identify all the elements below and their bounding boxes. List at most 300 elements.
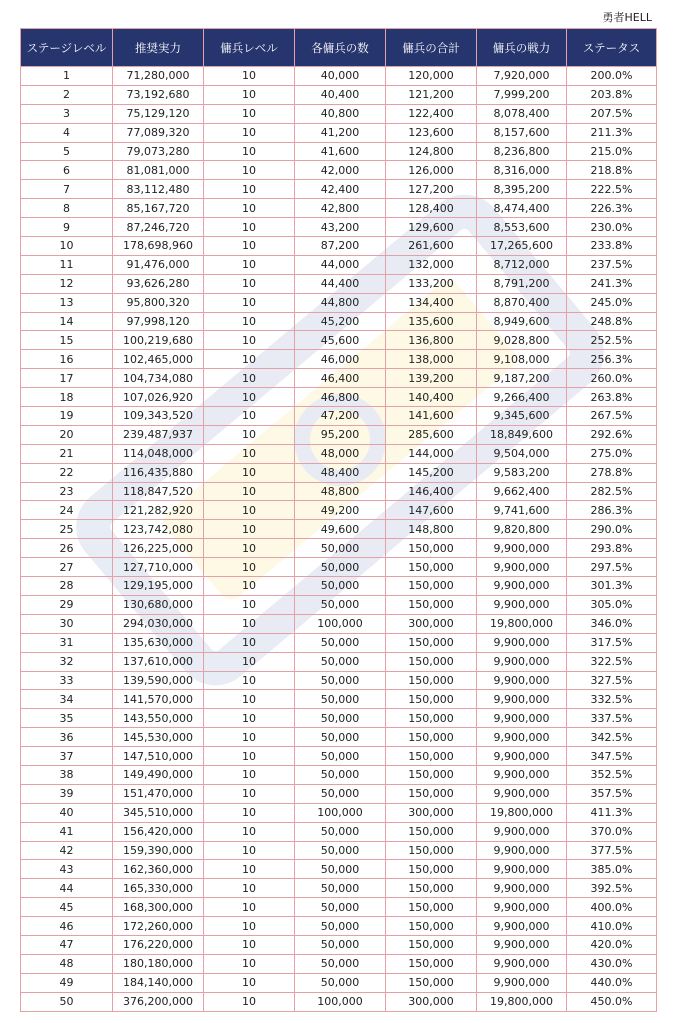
table-cell: 22 xyxy=(21,463,113,482)
table-cell: 10 xyxy=(204,482,295,501)
table-cell: 83,112,480 xyxy=(113,180,204,199)
table-cell: 10 xyxy=(204,369,295,388)
table-row xyxy=(21,350,657,369)
table-cell: 38 xyxy=(21,765,113,784)
table-row xyxy=(21,520,657,539)
table-cell: 47 xyxy=(21,935,113,954)
table-cell: 41,200 xyxy=(295,123,386,142)
table-cell: 237.5% xyxy=(567,255,657,274)
col-stage-level-header: ステージレベル xyxy=(21,29,113,67)
table-cell: 301.3% xyxy=(567,577,657,596)
table-cell: 141,600 xyxy=(386,407,477,426)
table-cell: 165,330,000 xyxy=(113,879,204,898)
table-cell: 10 xyxy=(204,577,295,596)
table-row xyxy=(21,879,657,898)
page-caption: 勇者HELL xyxy=(602,11,652,24)
table-cell: 50,000 xyxy=(295,765,386,784)
stage-level-table xyxy=(20,28,657,1012)
table-cell: 150,000 xyxy=(386,709,477,728)
table-cell: 11 xyxy=(21,255,113,274)
table-cell: 50,000 xyxy=(295,633,386,652)
table-cell: 7,999,200 xyxy=(477,85,567,104)
table-cell: 248.8% xyxy=(567,312,657,331)
col-status-header: ステータス xyxy=(567,29,657,67)
table-cell: 10 xyxy=(204,331,295,350)
table-cell: 8,791,200 xyxy=(477,274,567,293)
table-cell: 9,900,000 xyxy=(477,765,567,784)
table-cell: 147,600 xyxy=(386,501,477,520)
table-cell: 45,200 xyxy=(295,312,386,331)
table-cell: 252.5% xyxy=(567,331,657,350)
table-cell: 31 xyxy=(21,633,113,652)
table-cell: 30 xyxy=(21,614,113,633)
table-cell: 14 xyxy=(21,312,113,331)
table-cell: 10 xyxy=(204,841,295,860)
table-cell: 132,000 xyxy=(386,255,477,274)
table-cell: 50,000 xyxy=(295,898,386,917)
table-cell: 143,550,000 xyxy=(113,709,204,728)
table-cell: 50,000 xyxy=(295,822,386,841)
table-cell: 50,000 xyxy=(295,935,386,954)
table-cell: 10 xyxy=(204,671,295,690)
table-cell: 6 xyxy=(21,161,113,180)
table-cell: 376,200,000 xyxy=(113,992,204,1011)
table-cell: 75,129,120 xyxy=(113,104,204,123)
table-cell: 300,000 xyxy=(386,614,477,633)
table-row xyxy=(21,463,657,482)
table-cell: 322.5% xyxy=(567,652,657,671)
table-cell: 135,630,000 xyxy=(113,633,204,652)
table-cell: 15 xyxy=(21,331,113,350)
table-cell: 9,900,000 xyxy=(477,539,567,558)
table-cell: 44,800 xyxy=(295,293,386,312)
table-cell: 3 xyxy=(21,104,113,123)
table-cell: 10 xyxy=(204,728,295,747)
table-cell: 32 xyxy=(21,652,113,671)
table-row xyxy=(21,728,657,747)
table-cell: 128,400 xyxy=(386,199,477,218)
table-cell: 33 xyxy=(21,671,113,690)
table-cell: 10 xyxy=(204,860,295,879)
table-cell: 9,900,000 xyxy=(477,747,567,766)
table-cell: 8,236,800 xyxy=(477,142,567,161)
table-cell: 9,900,000 xyxy=(477,558,567,577)
table-cell: 42,000 xyxy=(295,161,386,180)
table-cell: 91,476,000 xyxy=(113,255,204,274)
table-cell: 121,282,920 xyxy=(113,501,204,520)
table-cell: 156,420,000 xyxy=(113,822,204,841)
table-cell: 218.8% xyxy=(567,161,657,180)
table-cell: 261,600 xyxy=(386,237,477,256)
table-cell: 10 xyxy=(204,85,295,104)
table-cell: 300,000 xyxy=(386,803,477,822)
table-cell: 9,345,600 xyxy=(477,407,567,426)
table-cell: 347.5% xyxy=(567,747,657,766)
table-cell: 35 xyxy=(21,709,113,728)
table-cell: 148,800 xyxy=(386,520,477,539)
table-cell: 23 xyxy=(21,482,113,501)
table-cell: 139,590,000 xyxy=(113,671,204,690)
table-cell: 100,000 xyxy=(295,992,386,1011)
table-cell: 400.0% xyxy=(567,898,657,917)
table-cell: 8,712,000 xyxy=(477,255,567,274)
table-cell: 4 xyxy=(21,123,113,142)
table-cell: 37 xyxy=(21,747,113,766)
table-cell: 440.0% xyxy=(567,973,657,992)
table-cell: 50,000 xyxy=(295,841,386,860)
table-row xyxy=(21,237,657,256)
table-cell: 263.8% xyxy=(567,388,657,407)
table-cell: 42 xyxy=(21,841,113,860)
table-cell: 50,000 xyxy=(295,973,386,992)
table-cell: 150,000 xyxy=(386,765,477,784)
table-cell: 411.3% xyxy=(567,803,657,822)
table-cell: 337.5% xyxy=(567,709,657,728)
table-cell: 285,600 xyxy=(386,425,477,444)
table-cell: 10 xyxy=(204,614,295,633)
table-cell: 48,800 xyxy=(295,482,386,501)
table-cell: 260.0% xyxy=(567,369,657,388)
table-cell: 10 xyxy=(204,218,295,237)
table-row xyxy=(21,444,657,463)
table-cell: 136,800 xyxy=(386,331,477,350)
table-cell: 9,900,000 xyxy=(477,633,567,652)
table-cell: 50,000 xyxy=(295,879,386,898)
table-cell: 118,847,520 xyxy=(113,482,204,501)
table-cell: 50,000 xyxy=(295,860,386,879)
table-row xyxy=(21,652,657,671)
table-cell: 12 xyxy=(21,274,113,293)
table-cell: 150,000 xyxy=(386,539,477,558)
table-cell: 50,000 xyxy=(295,671,386,690)
table-cell: 49,200 xyxy=(295,501,386,520)
table-cell: 200.0% xyxy=(567,67,657,86)
table-cell: 77,089,320 xyxy=(113,123,204,142)
table-row xyxy=(21,822,657,841)
table-cell: 392.5% xyxy=(567,879,657,898)
table-cell: 10 xyxy=(204,709,295,728)
table-cell: 149,490,000 xyxy=(113,765,204,784)
table-cell: 176,220,000 xyxy=(113,935,204,954)
table-cell: 10 xyxy=(204,690,295,709)
table-cell: 9,900,000 xyxy=(477,879,567,898)
table-cell: 10 xyxy=(204,992,295,1011)
table-header-row xyxy=(21,29,657,67)
table-cell: 10 xyxy=(204,180,295,199)
table-row xyxy=(21,992,657,1011)
table-row xyxy=(21,123,657,142)
table-cell: 10 xyxy=(204,67,295,86)
table-row xyxy=(21,935,657,954)
table-cell: 239,487,937 xyxy=(113,425,204,444)
table-row xyxy=(21,917,657,936)
table-cell: 48 xyxy=(21,954,113,973)
table-cell: 207.5% xyxy=(567,104,657,123)
table-cell: 10 xyxy=(204,898,295,917)
table-cell: 9,900,000 xyxy=(477,973,567,992)
table-cell: 126,000 xyxy=(386,161,477,180)
table-cell: 109,343,520 xyxy=(113,407,204,426)
table-cell: 43 xyxy=(21,860,113,879)
table-cell: 25 xyxy=(21,520,113,539)
table-cell: 41,600 xyxy=(295,142,386,161)
table-cell: 10 xyxy=(204,501,295,520)
col-mercenary-level-header: 傭兵レベル xyxy=(204,29,295,67)
table-cell: 8,870,400 xyxy=(477,293,567,312)
table-cell: 9 xyxy=(21,218,113,237)
table-cell: 345,510,000 xyxy=(113,803,204,822)
table-cell: 129,600 xyxy=(386,218,477,237)
table-cell: 87,200 xyxy=(295,237,386,256)
table-cell: 8,553,600 xyxy=(477,218,567,237)
table-cell: 9,900,000 xyxy=(477,954,567,973)
table-cell: 226.3% xyxy=(567,199,657,218)
table-row xyxy=(21,614,657,633)
table-cell: 145,200 xyxy=(386,463,477,482)
table-cell: 50,000 xyxy=(295,917,386,936)
table-cell: 34 xyxy=(21,690,113,709)
table-cell: 352.5% xyxy=(567,765,657,784)
table-cell: 144,000 xyxy=(386,444,477,463)
table-cell: 41 xyxy=(21,822,113,841)
table-row xyxy=(21,482,657,501)
table-cell: 18 xyxy=(21,388,113,407)
table-cell: 36 xyxy=(21,728,113,747)
table-cell: 1 xyxy=(21,67,113,86)
table-cell: 19,800,000 xyxy=(477,614,567,633)
table-cell: 10 xyxy=(204,312,295,331)
table-row xyxy=(21,425,657,444)
table-cell: 9,187,200 xyxy=(477,369,567,388)
table-cell: 9,900,000 xyxy=(477,917,567,936)
table-cell: 159,390,000 xyxy=(113,841,204,860)
table-cell: 10 xyxy=(204,255,295,274)
table-cell: 211.3% xyxy=(567,123,657,142)
table-cell: 10 xyxy=(204,747,295,766)
table-cell: 256.3% xyxy=(567,350,657,369)
table-cell: 50,000 xyxy=(295,690,386,709)
table-cell: 9,028,800 xyxy=(477,331,567,350)
table-cell: 50,000 xyxy=(295,652,386,671)
table-cell: 140,400 xyxy=(386,388,477,407)
table-cell: 410.0% xyxy=(567,917,657,936)
table-cell: 46,400 xyxy=(295,369,386,388)
table-cell: 5 xyxy=(21,142,113,161)
table-cell: 150,000 xyxy=(386,935,477,954)
table-cell: 50,000 xyxy=(295,728,386,747)
table-cell: 9,900,000 xyxy=(477,595,567,614)
table-cell: 241.3% xyxy=(567,274,657,293)
table-cell: 346.0% xyxy=(567,614,657,633)
table-cell: 8,949,600 xyxy=(477,312,567,331)
table-cell: 450.0% xyxy=(567,992,657,1011)
table-cell: 2 xyxy=(21,85,113,104)
table-cell: 29 xyxy=(21,595,113,614)
table-row xyxy=(21,973,657,992)
table-cell: 9,900,000 xyxy=(477,671,567,690)
table-cell: 40 xyxy=(21,803,113,822)
table-cell: 150,000 xyxy=(386,577,477,596)
table-cell: 10 xyxy=(204,954,295,973)
table-cell: 9,900,000 xyxy=(477,784,567,803)
table-cell: 150,000 xyxy=(386,898,477,917)
table-cell: 124,800 xyxy=(386,142,477,161)
table-row xyxy=(21,558,657,577)
table-cell: 45,600 xyxy=(295,331,386,350)
table-cell: 233.8% xyxy=(567,237,657,256)
col-recommended-power-header: 推奨実力 xyxy=(113,29,204,67)
table-cell: 100,000 xyxy=(295,614,386,633)
table-cell: 21 xyxy=(21,444,113,463)
table-cell: 24 xyxy=(21,501,113,520)
table-cell: 267.5% xyxy=(567,407,657,426)
table-cell: 9,266,400 xyxy=(477,388,567,407)
table-cell: 150,000 xyxy=(386,822,477,841)
table-row xyxy=(21,218,657,237)
table-cell: 297.5% xyxy=(567,558,657,577)
table-cell: 129,195,000 xyxy=(113,577,204,596)
table-cell: 430.0% xyxy=(567,954,657,973)
table-row xyxy=(21,841,657,860)
table-cell: 10 xyxy=(204,123,295,142)
table-cell: 150,000 xyxy=(386,841,477,860)
table-cell: 100,000 xyxy=(295,803,386,822)
table-row xyxy=(21,312,657,331)
table-cell: 139,200 xyxy=(386,369,477,388)
table-cell: 145,530,000 xyxy=(113,728,204,747)
table-cell: 10 xyxy=(204,444,295,463)
table-row xyxy=(21,388,657,407)
table-cell: 294,030,000 xyxy=(113,614,204,633)
table-cell: 134,400 xyxy=(386,293,477,312)
table-cell: 122,400 xyxy=(386,104,477,123)
table-cell: 10 xyxy=(204,917,295,936)
table-cell: 150,000 xyxy=(386,671,477,690)
table-cell: 42,800 xyxy=(295,199,386,218)
table-row xyxy=(21,407,657,426)
table-cell: 50 xyxy=(21,992,113,1011)
table-cell: 8,474,400 xyxy=(477,199,567,218)
table-cell: 215.0% xyxy=(567,142,657,161)
table-cell: 10 xyxy=(204,803,295,822)
table-cell: 10 xyxy=(204,161,295,180)
table-cell: 40,800 xyxy=(295,104,386,123)
table-cell: 49 xyxy=(21,973,113,992)
table-row xyxy=(21,539,657,558)
col-mercenary-total-header: 傭兵の合計 xyxy=(386,29,477,67)
table-cell: 150,000 xyxy=(386,595,477,614)
table-cell: 317.5% xyxy=(567,633,657,652)
table-cell: 10 xyxy=(204,935,295,954)
table-cell: 8,316,000 xyxy=(477,161,567,180)
table-cell: 150,000 xyxy=(386,633,477,652)
table-row xyxy=(21,85,657,104)
table-cell: 9,900,000 xyxy=(477,860,567,879)
table-cell: 100,219,680 xyxy=(113,331,204,350)
table-cell: 9,900,000 xyxy=(477,709,567,728)
table-cell: 10 xyxy=(204,274,295,293)
table-cell: 137,610,000 xyxy=(113,652,204,671)
table-cell: 146,400 xyxy=(386,482,477,501)
table-cell: 290.0% xyxy=(567,520,657,539)
table-cell: 50,000 xyxy=(295,577,386,596)
table-cell: 40,000 xyxy=(295,67,386,86)
table-cell: 162,360,000 xyxy=(113,860,204,879)
table-cell: 44,000 xyxy=(295,255,386,274)
table-row xyxy=(21,274,657,293)
table-cell: 420.0% xyxy=(567,935,657,954)
table-cell: 116,435,880 xyxy=(113,463,204,482)
table-cell: 9,583,200 xyxy=(477,463,567,482)
table-cell: 121,200 xyxy=(386,85,477,104)
table-body xyxy=(21,67,657,1012)
table-row xyxy=(21,67,657,86)
table-row xyxy=(21,898,657,917)
table-cell: 133,200 xyxy=(386,274,477,293)
table-cell: 332.5% xyxy=(567,690,657,709)
table-cell: 9,504,000 xyxy=(477,444,567,463)
table-cell: 10 xyxy=(21,237,113,256)
table-cell: 10 xyxy=(204,407,295,426)
table-cell: 9,900,000 xyxy=(477,841,567,860)
table-cell: 286.3% xyxy=(567,501,657,520)
table-cell: 9,900,000 xyxy=(477,898,567,917)
table-cell: 10 xyxy=(204,595,295,614)
table-cell: 47,200 xyxy=(295,407,386,426)
table-cell: 10 xyxy=(204,539,295,558)
table-row xyxy=(21,199,657,218)
table-cell: 180,180,000 xyxy=(113,954,204,973)
col-mercenary-power-header: 傭兵の戦力 xyxy=(477,29,567,67)
table-cell: 150,000 xyxy=(386,728,477,747)
table-cell: 46,800 xyxy=(295,388,386,407)
table-cell: 107,026,920 xyxy=(113,388,204,407)
table-cell: 275.0% xyxy=(567,444,657,463)
table-row xyxy=(21,709,657,728)
table-cell: 126,225,000 xyxy=(113,539,204,558)
table-cell: 141,570,000 xyxy=(113,690,204,709)
table-cell: 150,000 xyxy=(386,784,477,803)
table-cell: 138,000 xyxy=(386,350,477,369)
table-cell: 10 xyxy=(204,879,295,898)
table-cell: 50,000 xyxy=(295,558,386,577)
table-cell: 49,600 xyxy=(295,520,386,539)
table-cell: 130,680,000 xyxy=(113,595,204,614)
table-cell: 10 xyxy=(204,388,295,407)
table-cell: 10 xyxy=(204,784,295,803)
table-cell: 385.0% xyxy=(567,860,657,879)
table-cell: 150,000 xyxy=(386,879,477,898)
table-cell: 10 xyxy=(204,142,295,161)
table-cell: 147,510,000 xyxy=(113,747,204,766)
table-cell: 73,192,680 xyxy=(113,85,204,104)
table-cell: 10 xyxy=(204,463,295,482)
table-cell: 17,265,600 xyxy=(477,237,567,256)
table-row xyxy=(21,747,657,766)
table-cell: 17 xyxy=(21,369,113,388)
table-cell: 168,300,000 xyxy=(113,898,204,917)
table-cell: 10 xyxy=(204,237,295,256)
table-row xyxy=(21,331,657,350)
table-cell: 50,000 xyxy=(295,595,386,614)
table-cell: 44,400 xyxy=(295,274,386,293)
table-cell: 104,734,080 xyxy=(113,369,204,388)
table-cell: 95,200 xyxy=(295,425,386,444)
table-cell: 42,400 xyxy=(295,180,386,199)
table-cell: 10 xyxy=(204,425,295,444)
table-cell: 150,000 xyxy=(386,690,477,709)
table-cell: 150,000 xyxy=(386,860,477,879)
